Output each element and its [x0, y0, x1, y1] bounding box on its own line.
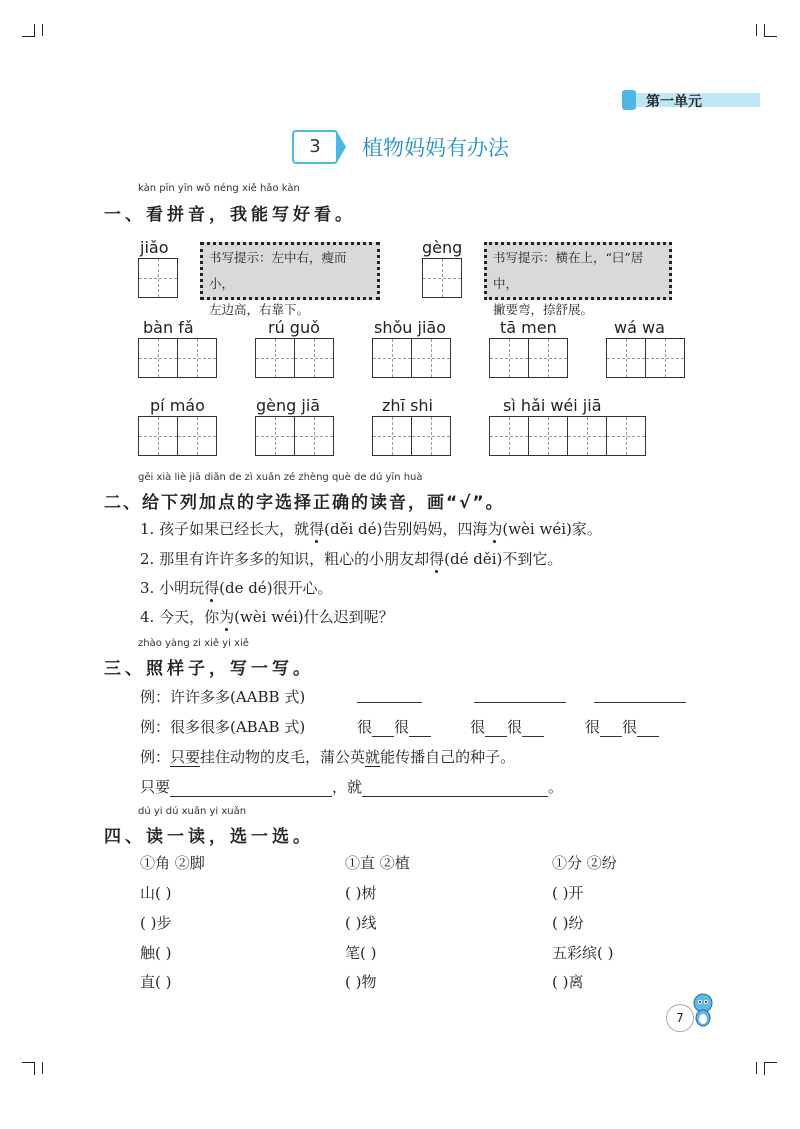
choice-group-3-head: ①分 ②纷 — [552, 854, 617, 872]
pinyin-tamen: tā men — [500, 318, 557, 337]
choice-item[interactable]: ( )开 — [552, 884, 584, 902]
q3-text-a: 3. 小明玩 — [140, 579, 205, 597]
crop-mark-top-left-2 — [42, 24, 43, 36]
writing-grid-wawa[interactable] — [606, 338, 685, 378]
lesson-number: 3 — [292, 130, 338, 164]
section4-pinyin: dú yi dú xuǎn yi xuǎn — [138, 806, 247, 817]
underlined-zhiyao: 只要 — [170, 748, 201, 766]
unit-tag — [622, 93, 760, 110]
pinyin-shoujiao: shǒu jiāo — [374, 318, 446, 337]
ex3-prefix: 例： — [140, 748, 171, 766]
lesson-arrow-icon — [336, 130, 346, 164]
section3-title: 三、照样子，写一写。 — [104, 659, 314, 679]
pinyin-banfa: bàn fǎ — [143, 318, 194, 337]
crop-mark-top-right — [764, 24, 777, 37]
question2-3 — [140, 577, 333, 598]
answer-blank-aabb-3[interactable] — [594, 688, 686, 703]
choice-item[interactable]: 触( ) — [140, 944, 172, 962]
q2-text-a: 2. 那里有许许多多的知识，粗心的小朋友却 — [140, 550, 430, 568]
choice-item[interactable]: ( )树 — [345, 884, 377, 902]
section2-pinyin: gěi xià liè jiā diǎn de zì xuǎn zé zhèng què de dú yīn huà — [138, 472, 423, 483]
answer-blank-aabb-2[interactable] — [474, 688, 566, 703]
choice-item[interactable]: ( )物 — [345, 973, 377, 991]
crop-mark-top-right-2 — [756, 24, 757, 36]
crop-mark-bottom-right-2 — [756, 1062, 757, 1074]
answer-blank-jiu[interactable] — [362, 782, 548, 797]
answer-blank-aabb-1[interactable] — [357, 688, 422, 703]
pinyin-wawa: wá wa — [614, 318, 665, 337]
writing-hint-1-line2: 左边高，右靠下。 — [209, 302, 310, 317]
writing-hint-1-line1: 书写提示：左中右，瘦而小， — [209, 250, 347, 291]
hen-char: 很 — [357, 718, 373, 736]
dotted-char-de: 得 — [204, 579, 220, 597]
example-aabb: 例：许许多多(AABB 式) — [140, 688, 306, 706]
example-sentence — [140, 746, 515, 767]
q2-text-b: (dé děi)不到它。 — [444, 550, 563, 568]
choice-item[interactable]: 五彩缤( ) — [552, 944, 614, 962]
question2-1 — [140, 518, 602, 539]
writing-grid-geng[interactable] — [422, 258, 462, 298]
choice-item[interactable]: ( )线 — [345, 914, 377, 932]
section3-pinyin: zhào yàng zi xiě yi xiě — [138, 638, 249, 649]
crop-mark-bottom-left — [22, 1062, 35, 1075]
writing-grid-zhishi[interactable] — [372, 416, 451, 456]
writing-grid-sihaiweijia[interactable] — [489, 416, 646, 456]
abab-answer-3 — [585, 716, 659, 737]
section1-title: 一、看拼音，我能写好看。 — [104, 205, 356, 225]
crop-mark-bottom-right — [764, 1062, 777, 1075]
answer-blank[interactable] — [637, 722, 659, 737]
q1-text-c: (wèi wéi)家。 — [502, 520, 602, 538]
writing-hint-2-line2: 撇要弯，捺舒展。 — [493, 302, 594, 317]
abab-answer-2 — [470, 716, 544, 737]
ex3-mid: 挂住动物的皮毛，蒲公英 — [200, 748, 366, 766]
choice-item[interactable]: ( )步 — [140, 914, 172, 932]
line4-period: 。 — [548, 778, 564, 796]
dotted-char-wei: 为 — [487, 520, 503, 538]
writing-hint-2-line1: 书写提示：横在上，“曰”居中， — [493, 250, 644, 291]
choice-item[interactable]: ( )纷 — [552, 914, 584, 932]
choice-group-2-head: ①直 ②植 — [345, 854, 410, 872]
line4-zhiyao: 只要 — [140, 778, 171, 796]
writing-grid-ruguo[interactable] — [255, 338, 334, 378]
choice-item[interactable]: 笔( ) — [345, 944, 377, 962]
question2-2 — [140, 548, 562, 569]
answer-blank[interactable] — [600, 722, 622, 737]
writing-grid-jiao[interactable] — [138, 258, 178, 298]
answer-blank[interactable] — [409, 722, 431, 737]
lesson-title: 植物妈妈有办法 — [362, 136, 509, 160]
pinyin-pimao: pí máo — [150, 396, 205, 415]
choice-item[interactable]: 直( ) — [140, 973, 172, 991]
section4-title: 四、读一读，选一选。 — [104, 827, 314, 847]
hen-char: 很 — [394, 718, 410, 736]
pinyin-zhishi: zhī shi — [382, 396, 433, 415]
question2-4 — [140, 606, 394, 627]
pinyin-gengjia: gèng jiā — [256, 396, 321, 415]
underlined-jiu: 就 — [365, 748, 381, 766]
crop-mark-top-left — [22, 24, 35, 37]
hen-char: 很 — [470, 718, 486, 736]
pinyin-ruguo: rú guǒ — [268, 318, 320, 337]
ex3-end: 能传播自己的种子。 — [380, 748, 516, 766]
q3-text-b: (de dé)很开心。 — [219, 579, 333, 597]
answer-blank[interactable] — [485, 722, 507, 737]
answer-blank[interactable] — [372, 722, 394, 737]
hen-char: 很 — [585, 718, 601, 736]
abab-answer-1 — [357, 716, 431, 737]
writing-grid-tamen[interactable] — [489, 338, 568, 378]
unit-tab-marker — [622, 90, 636, 110]
answer-blank-zhiyao[interactable] — [170, 782, 332, 797]
example-abab: 例：很多很多(ABAB 式) — [140, 718, 306, 736]
mascot-icon — [690, 992, 716, 1030]
writing-grid-shoujiao[interactable] — [372, 338, 451, 378]
answer-blank[interactable] — [522, 722, 544, 737]
writing-grid-banfa[interactable] — [138, 338, 217, 378]
section1-pinyin: kàn pīn yīn wǒ néng xiě hǎo kàn — [138, 183, 300, 194]
unit-label: 第一单元 — [646, 94, 702, 110]
sentence-answer-line — [140, 776, 563, 797]
pinyin-sihaiweijia: sì hǎi wéi jiā — [503, 396, 602, 415]
choice-item[interactable]: 山( ) — [140, 884, 172, 902]
pinyin-jiao: jiǎo — [140, 238, 169, 257]
pinyin-geng: gèng — [422, 238, 463, 257]
q1-text-b: (děi dé)告别妈妈，四海 — [324, 520, 488, 538]
writing-grid-pimao[interactable] — [138, 416, 217, 456]
writing-grid-gengjia[interactable] — [255, 416, 334, 456]
q4-text-b: (wèi wéi)什么迟到呢？ — [234, 608, 394, 626]
line4-jiu: ，就 — [332, 778, 363, 796]
page-number: 7 — [666, 1004, 694, 1032]
hen-char: 很 — [507, 718, 523, 736]
choice-item[interactable]: ( )离 — [552, 973, 584, 991]
writing-hint-2 — [484, 242, 672, 317]
writing-hint-1 — [200, 242, 380, 317]
dotted-char-de: 得 — [429, 550, 445, 568]
hen-char: 很 — [622, 718, 638, 736]
crop-mark-bottom-left-2 — [42, 1062, 43, 1074]
q1-text-a: 1. 孩子如果已经长大，就 — [140, 520, 310, 538]
dotted-char-wei: 为 — [219, 608, 235, 626]
q4-text-a: 4. 今天，你 — [140, 608, 220, 626]
choice-group-1-head: ①角 ②脚 — [140, 854, 205, 872]
section2-title: 二、给下列加点的字选择正确的读音，画“√”。 — [104, 493, 505, 513]
dotted-char-de: 得 — [309, 520, 325, 538]
